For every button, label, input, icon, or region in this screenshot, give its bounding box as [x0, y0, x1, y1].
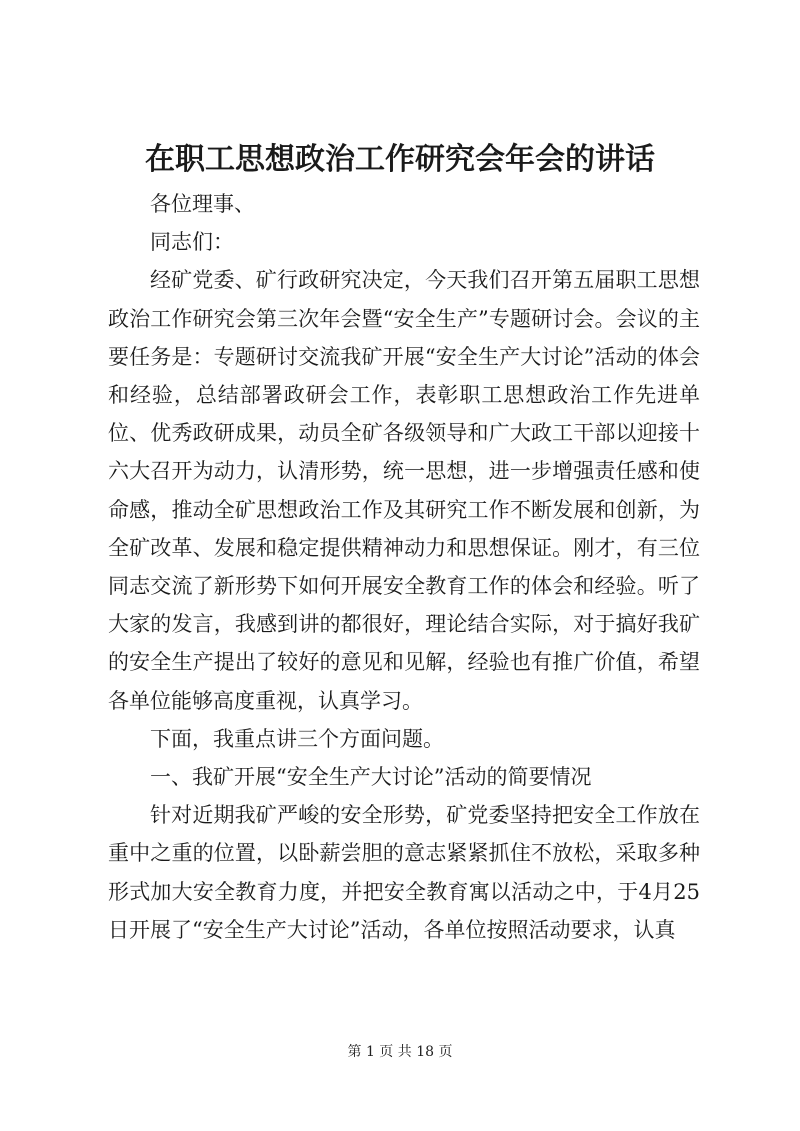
paragraph-section-1-body: 针对近期我矿严峻的安全形势，矿党委坚持把安全工作放在重中之重的位置，以卧薪尝胆的意志紧紧抓住不放松，采取多种形式加大安全教育力度，并把安全教育寓以活动之中，于4月25日开展了“安全生产大讨论”活动，各单位按照活动要求，认真	[108, 803, 700, 942]
document-title: 在职工思想政治工作研究会年会的讲话	[145, 142, 655, 177]
section-heading-1: 一、我矿开展“安全生产大讨论”活动的简要情况	[150, 765, 592, 790]
document-body	[108, 185, 700, 949]
page-number-footer: 第 1 页 共 18 页	[347, 1044, 453, 1060]
paragraph-outline: 下面，我重点讲三个方面问题。	[150, 726, 444, 751]
paragraph-salutation-1: 各位理事、	[150, 192, 255, 216]
paragraph-introduction: 经矿党委、矿行政研究决定，今天我们召开第五届职工思想政治工作研究会第三次年会暨“安全生产”专题研讨会。会议的主要任务是：专题研讨交流我矿开展“安全生产大讨论”活动的体会和经验，总结部署政研会工作，表彰职工思想政治工作先进单位、优秀政研成果，动员全矿各级领导和广大政工干部以迎接十六大召开为动力，认清形势，统一思想，进一步增强责任感和使命感，推动全矿思想政治工作及其研究工作不断发展和创新，为全矿改革、发展和稳定提供精神动力和思想保证。刚才，有三位同志交流了新形势下如何开展安全教育工作的体会和经验。听了大家的发言，我感到讲的都很好，理论结合实际，对于搞好我矿的安全生产提出了较好的意见和见解，经验也有推广价值，希望各单位能够高度重视，认真学习。	[108, 268, 700, 713]
paragraph-salutation-2: 同志们：	[150, 230, 234, 255]
